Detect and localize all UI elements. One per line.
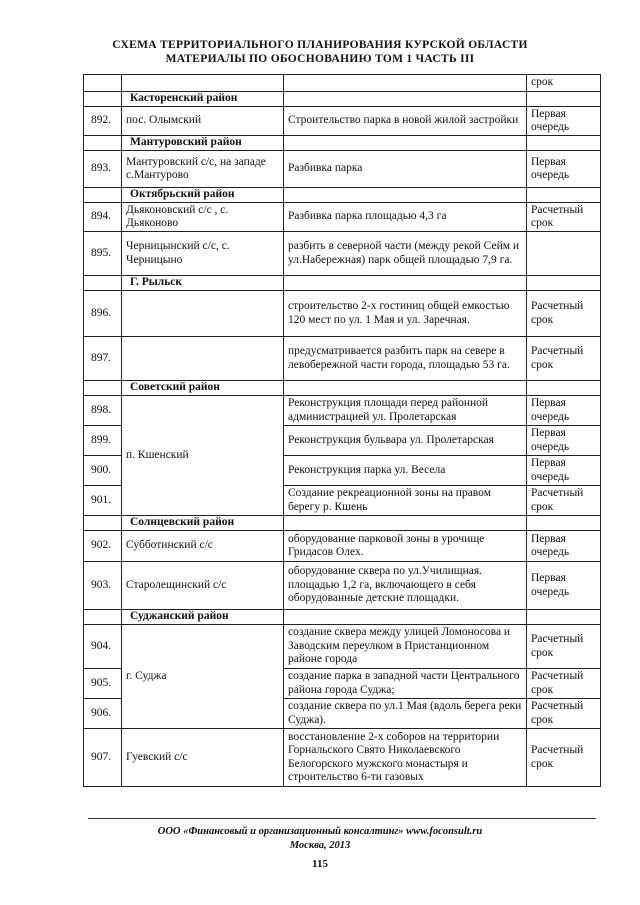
- term-cell: [527, 232, 601, 276]
- table-row: [84, 107, 601, 136]
- row-number: 907.: [84, 729, 122, 787]
- measure-cell: создание сквера между улицей Ломоносова и Заводским переулком в Пристанционном районе города: [284, 625, 527, 669]
- measure-cell: оборудование парковой зоны в урочище Гридасов Олех.: [284, 531, 527, 562]
- section-row: [84, 516, 601, 531]
- measure-cell: строительство 2-х гостиниц общей емкостью 120 мест по ул. 1 Мая и ул. Заречная.: [284, 291, 527, 337]
- term-cell: Первая очередь: [527, 562, 601, 610]
- row-number: 902.: [84, 531, 122, 562]
- row-number: 895.: [84, 232, 122, 276]
- measure-cell: восстановление 2-х соборов на территории Горнальского Свято Николаевского Белогорского мужского монастыря и строительство 6-ти газовых: [284, 729, 527, 787]
- table-row: [84, 75, 601, 92]
- place-cell: Мантуровский с/с, на западе с.Мантурово: [122, 151, 284, 188]
- place-cell: Черницынский с/с, с. Черницыно: [122, 232, 284, 276]
- row-number: 893.: [84, 151, 122, 188]
- term-cell: Первая очередь: [527, 151, 601, 188]
- row-number: 900.: [84, 456, 122, 486]
- section-title: Касторенский район: [122, 92, 284, 107]
- term-cell: Первая очередь: [527, 531, 601, 562]
- section-row: [84, 188, 601, 203]
- table-row: [84, 337, 601, 381]
- section-title: Мантуровский район: [122, 136, 284, 151]
- section-title: Г. Рыльск: [122, 276, 284, 291]
- footer-city-year: Москва, 2013: [289, 840, 351, 851]
- row-number: 904.: [84, 625, 122, 669]
- measures-table: [83, 74, 601, 787]
- table-row: [84, 203, 601, 232]
- footer-company: ООО «Финансовый и организационный консалтинг» www.foconsult.ru: [157, 826, 483, 837]
- measure-cell: Реконструкция парка ул. Весела: [284, 456, 527, 486]
- term-cell: Расчетный срок: [527, 337, 601, 381]
- section-row: [84, 610, 601, 625]
- row-number: 898.: [84, 396, 122, 426]
- section-title: Советский район: [122, 381, 284, 396]
- table-row: [84, 729, 601, 787]
- measure-cell: Разбивка парка: [284, 151, 527, 188]
- table-row: [84, 151, 601, 188]
- row-number: 897.: [84, 337, 122, 381]
- term-cell: срок: [527, 75, 601, 92]
- measure-cell: создание парка в западной части Центрального района города Суджа;: [284, 669, 527, 699]
- table-row: [84, 531, 601, 562]
- term-cell: Расчетный срок: [527, 486, 601, 516]
- place-cell: [122, 337, 284, 381]
- place-cell: Субботинский с/с: [122, 531, 284, 562]
- measure-cell: Строительство парка в новой жилой застройки: [284, 107, 527, 136]
- place-cell: Дьяконовский с/с , с. Дьяконово: [122, 203, 284, 232]
- section-title: Суджанский район: [122, 610, 284, 625]
- row-number: 905.: [84, 669, 122, 699]
- row-number: 899.: [84, 426, 122, 456]
- place-cell: п. Кшенский: [122, 396, 284, 516]
- row-number: 906.: [84, 699, 122, 729]
- row-number: 903.: [84, 562, 122, 610]
- table-row: [84, 396, 601, 426]
- term-cell: Расчетный срок: [527, 203, 601, 232]
- term-cell: Расчетный срок: [527, 669, 601, 699]
- measure-cell: Создание рекреационной зоны на правом берегу р. Кшень: [284, 486, 527, 516]
- measure-cell: предусматривается разбить парк на севере в левобережной части города, площадью 53 га.: [284, 337, 527, 381]
- footer-divider: [88, 818, 596, 819]
- term-cell: Первая очередь: [527, 396, 601, 426]
- document-title: СХЕМА ТЕРРИТОРИАЛЬНОГО ПЛАНИРОВАНИЯ КУРСКОЙ ОБЛАСТИ: [112, 39, 528, 51]
- place-cell: Старолещинский с/с: [122, 562, 284, 610]
- row-number: 901.: [84, 486, 122, 516]
- term-cell: Первая очередь: [527, 107, 601, 136]
- measure-cell: создание сквера по ул.1 Мая (вдоль берега реки Суджа).: [284, 699, 527, 729]
- place-cell: [122, 291, 284, 337]
- measure-cell: Реконструкция бульвара ул. Пролетарская: [284, 426, 527, 456]
- section-row: [84, 92, 601, 107]
- term-cell: Расчетный срок: [527, 699, 601, 729]
- place-cell: г. Суджа: [122, 625, 284, 729]
- term-cell: Расчетный срок: [527, 625, 601, 669]
- term-cell: Первая очередь: [527, 426, 601, 456]
- section-title: Солнцевский район: [122, 516, 284, 531]
- place-cell: Гуевский с/с: [122, 729, 284, 787]
- row-number: 894.: [84, 203, 122, 232]
- measure-cell: разбить в северной части (между рекой Сейм и ул.Набережная) парк общей площадью 7,9 га.: [284, 232, 527, 276]
- table-row: [84, 625, 601, 669]
- page-number: 115: [312, 858, 328, 870]
- term-cell: Первая очередь: [527, 456, 601, 486]
- table-row: [84, 291, 601, 337]
- measure-cell: Реконструкция площади перед районной администрацией ул. Пролетарская: [284, 396, 527, 426]
- document-subtitle: МАТЕРИАЛЫ ПО ОБОСНОВАНИЮ ТОМ 1 ЧАСТЬ III: [165, 53, 475, 65]
- section-title: Октябрьский район: [122, 188, 284, 203]
- table-row: [84, 562, 601, 610]
- section-row: [84, 381, 601, 396]
- table-row: [84, 232, 601, 276]
- place-cell: пос. Олымский: [122, 107, 284, 136]
- row-number: 892.: [84, 107, 122, 136]
- section-row: [84, 136, 601, 151]
- term-cell: Расчетный срок: [527, 291, 601, 337]
- section-row: [84, 276, 601, 291]
- term-cell: Расчетный срок: [527, 729, 601, 787]
- row-number: 896.: [84, 291, 122, 337]
- measure-cell: Разбивка парка площадью 4,3 га: [284, 203, 527, 232]
- measure-cell: оборудование сквера по ул.Училищная. площадью 1,2 га, включающего в себя оборудованные детские площадки.: [284, 562, 527, 610]
